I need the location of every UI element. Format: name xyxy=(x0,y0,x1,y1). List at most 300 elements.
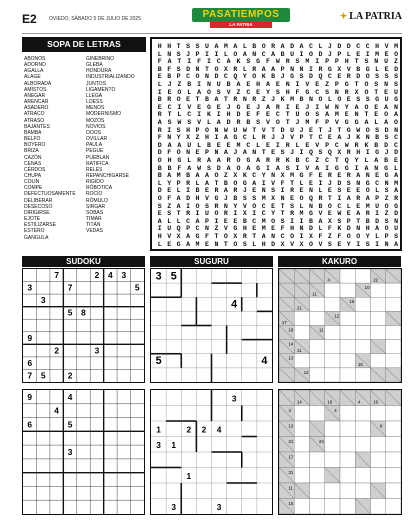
letter-cell: T xyxy=(261,149,266,157)
kakuro-clue: 11 xyxy=(288,485,293,491)
letter-cell: E xyxy=(223,217,228,225)
letter-cell: I xyxy=(197,81,202,88)
suguru-given: 4 xyxy=(216,424,222,435)
letter-cell: H xyxy=(167,43,172,50)
letter-cell: H xyxy=(186,126,191,134)
letter-cell: D xyxy=(186,195,191,202)
letter-cell: G xyxy=(334,164,339,172)
kakuro-entry-cell xyxy=(370,326,385,340)
letter-cell: W xyxy=(197,164,202,172)
letter-cell: P xyxy=(375,195,380,202)
letter-cell: A xyxy=(261,65,266,73)
letter-cell: A xyxy=(394,172,399,180)
letter-cell: A xyxy=(384,119,389,126)
letter-cell: J xyxy=(384,149,389,157)
letter-cell: F xyxy=(157,58,162,66)
letter-cell: L xyxy=(318,43,323,50)
letter-cell: T xyxy=(195,96,200,104)
letter-cell: Z xyxy=(384,195,389,202)
word-item: OVILLAR xyxy=(86,136,108,143)
kakuro-entry-cell xyxy=(310,354,325,368)
letter-cell: D xyxy=(186,65,191,73)
letter-cell: N xyxy=(384,240,389,248)
kakuro-entry-cell xyxy=(294,406,309,421)
kakuro-entry-cell xyxy=(386,467,401,482)
suguru-given: 3 xyxy=(231,393,237,404)
kakuro-entry-cell xyxy=(355,297,370,311)
letter-cell: R xyxy=(252,96,257,104)
letter-cell: E xyxy=(290,195,295,202)
letter-cell: G xyxy=(233,225,238,233)
letter-cell: Q xyxy=(233,73,238,81)
letter-cell: N xyxy=(374,58,379,66)
sudoku-given: 4 xyxy=(54,405,59,416)
letter-cell: X xyxy=(233,233,238,240)
letter-cell: U xyxy=(384,96,389,104)
kakuro-entry-cell xyxy=(294,421,309,436)
kakuro-entry-cell xyxy=(325,368,340,382)
letter-cell: S xyxy=(195,43,200,50)
letter-cell: I xyxy=(205,50,209,58)
letter-cell: P xyxy=(195,50,200,58)
letter-cell: N xyxy=(299,225,304,233)
letter-cell: P xyxy=(384,233,389,240)
kakuro-clue: 21 xyxy=(288,439,294,445)
letter-cell: E xyxy=(266,111,270,119)
letter-cell: R xyxy=(214,202,219,210)
letter-cell: Z xyxy=(315,157,320,164)
letter-cell: D xyxy=(346,225,351,233)
letter-cell: L xyxy=(177,111,182,119)
letter-cell: N xyxy=(384,179,389,187)
letter-cell: F xyxy=(197,58,202,66)
letter-cell: E xyxy=(374,111,379,119)
letter-cell: E xyxy=(195,149,200,157)
letter-cell: L xyxy=(252,240,257,248)
letter-cell: U xyxy=(205,43,209,50)
letter-cell: R xyxy=(356,195,361,202)
kakuro-entry-cell xyxy=(325,297,340,311)
letter-cell: N xyxy=(394,217,399,225)
letter-cell: A xyxy=(365,195,370,202)
sudoku-given: 2 xyxy=(94,270,100,281)
letter-cell: G xyxy=(394,202,399,210)
letter-cell: K xyxy=(242,172,247,180)
letter-cell: V xyxy=(187,103,192,111)
kakuro-clue: 17 xyxy=(288,454,294,460)
letter-cell: Z xyxy=(325,81,330,88)
kakuro-clue: 16 xyxy=(349,299,355,305)
kakuro-clue: 4 xyxy=(334,408,337,414)
letter-cell: V xyxy=(290,134,295,142)
letter-cell: R xyxy=(275,103,280,111)
suguru-given: 4 xyxy=(261,355,268,368)
kakuro-entry-cell xyxy=(370,297,385,311)
letter-cell: Y xyxy=(167,179,172,187)
letter-cell: S xyxy=(216,88,221,96)
letter-cell: N xyxy=(242,96,247,104)
letter-cell: Z xyxy=(214,225,219,233)
letter-cell: M xyxy=(223,43,228,50)
letter-cell: G xyxy=(384,164,389,172)
letter-cell: N xyxy=(252,149,257,157)
letter-cell: V xyxy=(197,119,202,126)
letter-cell: P xyxy=(176,179,181,187)
sudoku-given: 2 xyxy=(67,370,73,381)
word-item: RÓMULO xyxy=(86,197,108,204)
letter-cell: C xyxy=(375,179,380,187)
letter-cell: O xyxy=(261,43,266,50)
kakuro-clue: 8 xyxy=(379,423,383,429)
word-item: CENAS xyxy=(24,160,42,167)
letter-cell: T xyxy=(176,43,181,50)
letter-cell: A xyxy=(186,233,191,240)
letter-cell: I xyxy=(290,217,295,225)
letter-cell: Z xyxy=(384,210,389,218)
letter-cell: Z xyxy=(223,172,228,180)
letter-cell: E xyxy=(167,240,172,248)
letter-cell: E xyxy=(216,103,221,111)
letter-cell: X xyxy=(299,240,304,248)
suguru-top-grid xyxy=(150,268,273,383)
suguru-bottom-grid xyxy=(150,389,273,515)
letter-cell: D xyxy=(384,141,389,149)
letter-cell: K xyxy=(285,157,290,164)
letter-cell: F xyxy=(308,172,313,180)
letter-cell: E xyxy=(246,111,251,119)
letter-cell: Z xyxy=(393,58,398,66)
letter-cell: I xyxy=(315,58,320,66)
letter-cell: N xyxy=(365,134,370,142)
letter-cell: G xyxy=(365,179,370,187)
letter-cell: B xyxy=(365,217,370,225)
letter-cell: C xyxy=(327,73,332,81)
letter-cell: E xyxy=(167,187,172,195)
kakuro-entry-cell xyxy=(325,354,340,368)
letter-cell: L xyxy=(223,50,228,58)
letter-cell: N xyxy=(271,233,276,240)
letter-cell: I xyxy=(214,217,219,225)
letter-cell: A xyxy=(318,217,323,225)
letter-cell: N xyxy=(384,81,389,88)
kakuro-clue: 22 xyxy=(373,277,378,283)
letter-cell: G xyxy=(195,233,200,240)
letter-cell: N xyxy=(252,50,257,58)
letter-cell: O xyxy=(176,96,181,104)
letter-cell: L xyxy=(364,157,369,164)
letter-cell: P xyxy=(205,217,209,225)
letter-cell: U xyxy=(394,225,399,233)
letter-cell: A xyxy=(223,134,228,142)
letter-cell: S xyxy=(315,111,320,119)
word-item: ALBORADA xyxy=(24,80,52,87)
suguru-given: 3 xyxy=(216,501,222,512)
letter-cell: F xyxy=(177,164,182,172)
kakuro-clue: 17 xyxy=(281,319,287,325)
letter-cell: I xyxy=(299,233,304,240)
letter-cell: J xyxy=(280,134,285,142)
letter-cell: H xyxy=(195,195,200,202)
letter-cell: X xyxy=(223,65,228,73)
word-search-row xyxy=(155,89,401,97)
letter-cell: A xyxy=(375,225,380,233)
letter-cell: B xyxy=(167,164,172,172)
sudoku-given: 5 xyxy=(67,419,73,430)
letter-cell: C xyxy=(216,58,221,66)
letter-cell: V xyxy=(271,179,276,187)
letter-cell: A xyxy=(197,88,202,96)
word-item: CÉRDOS xyxy=(24,166,46,173)
letter-cell: B xyxy=(205,96,209,104)
letter-cell: O xyxy=(290,233,295,240)
letter-cell: S xyxy=(246,58,251,66)
kakuro-entry-cell xyxy=(294,354,309,368)
letter-cell: N xyxy=(167,50,172,58)
word-search-row xyxy=(155,225,401,233)
kakuro-entry-cell xyxy=(355,467,370,482)
letter-cell: P xyxy=(176,73,181,81)
letter-cell: A xyxy=(384,103,389,111)
letter-cell: T xyxy=(214,179,219,187)
letter-cell: X xyxy=(337,149,342,157)
letter-cell: J xyxy=(327,43,332,50)
letter-cell: E xyxy=(271,202,276,210)
kakuro-entry-cell xyxy=(370,283,385,297)
letter-cell: N xyxy=(308,202,313,210)
letter-cell: P xyxy=(195,126,200,134)
letter-cell: M xyxy=(394,179,399,187)
letter-cell: X xyxy=(337,65,342,73)
letter-cell: S xyxy=(346,179,351,187)
letter-cell: B xyxy=(242,217,247,225)
letter-cell: E xyxy=(246,103,251,111)
letter-cell: T xyxy=(223,240,228,248)
letter-cell: S xyxy=(176,65,181,73)
letter-cell: G xyxy=(214,195,219,202)
kakuro-entry-cell xyxy=(294,326,309,340)
word-item: AMISTOS xyxy=(24,86,47,93)
letter-cell: R xyxy=(271,43,276,50)
letter-cell: L xyxy=(299,179,304,187)
letter-cell: N xyxy=(334,103,339,111)
letter-cell: N xyxy=(308,96,313,104)
letter-cell: G xyxy=(375,149,380,157)
letter-cell: J xyxy=(256,103,261,111)
letter-cell: O xyxy=(308,50,313,58)
letter-cell: R xyxy=(365,210,370,218)
letter-cell: S xyxy=(176,50,181,58)
kakuro-entry-cell xyxy=(325,340,340,354)
letter-cell: A xyxy=(299,43,304,50)
letter-cell: O xyxy=(346,233,351,240)
letter-cell: T xyxy=(252,233,257,240)
sudoku-given: 7 xyxy=(54,270,59,281)
suguru-given: 4 xyxy=(231,298,238,311)
letter-cell: L xyxy=(167,217,172,225)
letter-cell: P xyxy=(299,134,304,142)
word-search-row xyxy=(155,58,401,66)
letter-cell: O xyxy=(365,73,370,81)
letter-cell: U xyxy=(187,141,192,149)
kakuro-entry-cell xyxy=(355,311,370,325)
letter-cell: O xyxy=(364,88,369,96)
word-item: RÓBOTICA xyxy=(86,185,113,192)
letter-cell: N xyxy=(394,126,399,134)
letter-cell: D xyxy=(280,126,285,134)
word-item: CHUPA xyxy=(24,172,42,179)
letter-cell: A xyxy=(176,195,181,202)
letter-cell: E xyxy=(375,172,380,180)
letter-cell: Y xyxy=(266,88,270,96)
word-item: ROCÍO xyxy=(86,191,103,198)
letter-cell: V xyxy=(290,240,295,248)
kakuro-entry-cell xyxy=(371,437,386,452)
letter-cell: E xyxy=(157,210,162,218)
letter-cell: L xyxy=(206,119,211,126)
letter-cell: O xyxy=(223,233,228,240)
letter-cell: L xyxy=(252,134,257,142)
letter-cell: S xyxy=(327,240,332,248)
letter-cell: P xyxy=(337,50,342,58)
letter-cell: R xyxy=(223,210,228,218)
suguru-title: SUGURU xyxy=(150,256,273,267)
letter-cell: C xyxy=(337,202,342,210)
letter-cell: N xyxy=(214,149,219,157)
letter-cell: Q xyxy=(176,225,181,233)
letter-cell: O xyxy=(205,126,209,134)
letter-cell: C xyxy=(186,73,191,81)
letter-cell: C xyxy=(223,73,228,81)
letter-cell: I xyxy=(337,195,342,202)
suguru-given: 1 xyxy=(156,424,161,435)
letter-cell: I xyxy=(233,210,238,218)
letter-cell: O xyxy=(233,179,238,187)
letter-cell: I xyxy=(295,164,300,172)
letter-cell: E xyxy=(308,126,313,134)
letter-cell: D xyxy=(157,149,162,157)
letter-cell: S xyxy=(384,73,389,81)
letter-cell: R xyxy=(197,157,202,164)
letter-cell: S xyxy=(242,240,247,248)
letter-cell: I xyxy=(206,58,211,66)
letter-cell: B xyxy=(157,164,162,172)
letter-cell: T xyxy=(364,111,369,119)
letter-cell: U xyxy=(205,210,209,218)
letter-cell: A xyxy=(394,187,399,195)
word-item: REPANCHIGARSE xyxy=(86,172,129,179)
pasatiempos-logo xyxy=(192,8,290,28)
letter-cell: L xyxy=(157,81,162,88)
kakuro-entry-cell xyxy=(355,483,370,498)
letter-cell: F xyxy=(167,149,172,157)
letter-cell: A xyxy=(275,164,280,172)
brand-star-icon: ✦ xyxy=(339,11,348,21)
letter-cell: O xyxy=(176,149,181,157)
letter-cell: S xyxy=(285,164,290,172)
suguru-given: 1 xyxy=(186,470,192,481)
kakuro-entry-cell xyxy=(340,483,355,498)
letter-cell: S xyxy=(394,73,399,81)
word-search-row xyxy=(155,233,401,241)
kakuro-entry-cell xyxy=(325,483,340,498)
letter-cell: S xyxy=(280,217,285,225)
kakuro-clue: 31 xyxy=(288,470,294,476)
sudoku-given: 3 xyxy=(27,282,33,293)
letter-cell: D xyxy=(226,119,231,126)
letter-cell: A xyxy=(206,157,211,164)
letter-cell: L xyxy=(375,65,380,73)
kakuro-clue: 24 xyxy=(318,439,324,445)
letter-cell: U xyxy=(290,50,295,58)
letter-cell: O xyxy=(157,157,162,164)
kakuro-entry-cell xyxy=(310,406,325,421)
word-item: JUNTOS xyxy=(86,80,106,87)
letter-cell: E xyxy=(186,96,191,104)
letter-cell: V xyxy=(261,126,266,134)
date-line: OVIEDO, SÁBADO 5 DE JULIO DE 2025 xyxy=(49,16,141,22)
letter-cell: A xyxy=(266,81,270,88)
letter-cell: A xyxy=(364,119,369,126)
letter-cell: Q xyxy=(308,149,313,157)
letter-cell: Y xyxy=(176,134,181,142)
letter-cell: L xyxy=(197,141,202,149)
letter-cell: Q xyxy=(318,73,323,81)
word-search-row xyxy=(155,172,401,180)
letter-cell: X xyxy=(176,233,181,240)
letter-cell: C xyxy=(308,43,313,50)
letter-cell: B xyxy=(280,50,285,58)
word-search-row xyxy=(155,51,401,59)
letter-cell: B xyxy=(252,43,257,50)
letter-cell: S xyxy=(365,96,370,104)
letter-cell: Y xyxy=(233,202,238,210)
word-item: ASADERO xyxy=(24,105,49,112)
letter-cell: L xyxy=(374,119,379,126)
letter-cell: L xyxy=(375,187,380,195)
letter-cell: S xyxy=(242,195,247,202)
letter-cell: O xyxy=(394,50,399,58)
letter-cell: B xyxy=(246,119,251,126)
letter-cell: S xyxy=(325,88,330,96)
letter-cell: N xyxy=(280,195,285,202)
kakuro-entry-cell xyxy=(371,467,386,482)
suguru-given: 3 xyxy=(156,439,161,450)
letter-cell: T xyxy=(337,126,342,134)
word-item: BAJANTES xyxy=(24,123,50,130)
page-number: E2 xyxy=(22,12,37,26)
kakuro-clue: 11 xyxy=(312,291,317,297)
kakuro-clue: 10 xyxy=(364,285,370,291)
sudoku-given: 7 xyxy=(67,282,73,293)
letter-cell: J xyxy=(226,103,231,111)
letter-cell: C xyxy=(242,134,247,142)
letter-cell: I xyxy=(365,149,370,157)
letter-cell: G xyxy=(299,172,304,180)
letter-cell: W xyxy=(223,126,228,134)
logo-subtitle: LA PATRIA xyxy=(210,22,272,28)
letter-cell: A xyxy=(157,217,162,225)
letter-cell: E xyxy=(197,103,202,111)
letter-cell: G xyxy=(290,73,295,81)
letter-cell: B xyxy=(157,65,162,73)
letter-cell: C xyxy=(280,233,285,240)
letter-cell: H xyxy=(365,225,370,233)
letter-cell: T xyxy=(223,96,228,104)
letter-cell: V xyxy=(346,65,351,73)
letter-cell: I xyxy=(299,217,304,225)
suguru-given: 3 xyxy=(155,270,162,283)
letter-cell: R xyxy=(327,172,332,180)
